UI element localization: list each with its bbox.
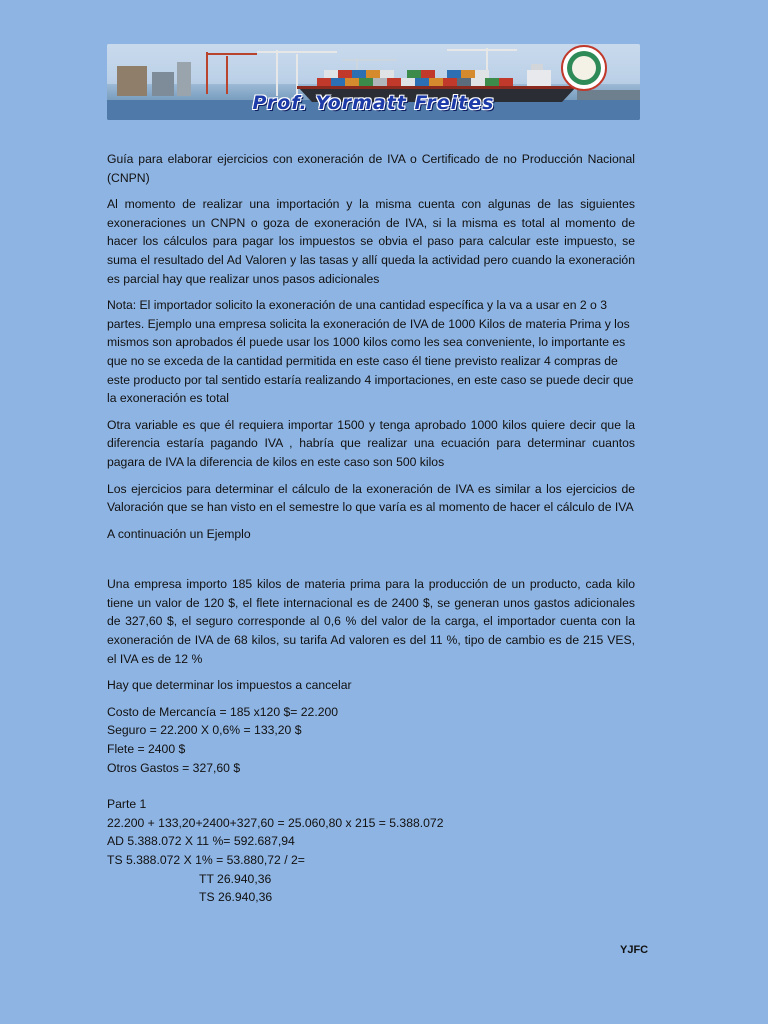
cost-line: Flete = 2400 $ [107,742,186,757]
cost-line: Otros Gastos = 327,60 $ [107,760,241,775]
part1-line: 22.200 + 133,20+2400+327,60 = 25.060,80 x 215 = 5.388.072 [107,815,444,830]
part1-line: TS 5.388.072 X 1% = 53.880,72 / 2= [107,853,305,867]
part1-result: TS 26.940,36 [199,890,273,905]
costs-list [107,703,635,777]
banner-title: Prof. Yormatt Freites [252,92,495,114]
cost-line: Costo de Mercancía = 185 x120 $= 22.200 [107,704,339,719]
header-banner [107,44,640,120]
paragraph-variable: Otra variable es que él requiera importar 1500 y tenga aprobado 1000 kilos quiere decir que la diferencia estaría pagando IVA , habría que realizar una ecuación para determinar cuantos pagara de IVA la diferencia de kilos en este caso son 500 kilos [107,417,635,469]
seal-logo-icon [562,46,606,90]
part1-line: AD 5.388.072 X 11 %= 592.687,94 [107,834,295,849]
task-text: Hay que determinar los impuestos a cancelar [107,678,352,693]
part1-calculation [107,795,635,907]
cost-line: Seguro = 22.200 X 0,6% = 133,20 $ [107,723,302,738]
author-signature: YJFC [620,944,649,956]
paragraph-exercises: Los ejercicios para determinar el cálculo de la exoneración de IVA es similar a los ejercicios de Valoración que se han visto en el semestre lo que varía es al momento de hacer el cálculo de IVA [107,481,635,515]
document-heading: Guía para elaborar ejercicios con exoneración de IVA o Certificado de no Producción Nacional (CNPN) [107,152,635,185]
paragraph-nota: Nota: El importador solicito la exoneración de una cantidad específica y la va a usar en 2 o 3 partes. Ejemplo una empresa solicita la exoneración de IVA de 1000 Kilos de materia Prima y los mismos son aprobados él puede usar los 1000 kilos como les sea conveniente, lo importante es que no se exceda de la cantidad permitida en este caso él tiene previsto realizar 4 compras de este producto por tal sentido estaría realizando 4 importaciones, en este caso se puede decir que la exoneración es total [107,298,634,406]
document-body [107,150,635,907]
paragraph-intro: Al momento de realizar una importación y la misma cuenta con algunas de las siguientes exoneraciones un CNPN o goza de exoneración de IVA, si la misma es total al momento de hacer los cálculos para pagar los impuestos se obvia el paso para calcular este impuesto, se suma el resultado del Ad Valoren y las tasas y allí queda la actividad pero cuando la exoneración es parcial hay que realizar unos pasos adicionales [107,197,635,286]
example-intro: A continuación un Ejemplo [107,526,251,541]
example-text: Una empresa importo 185 kilos de materia prima para la producción de un producto, cada kilo tiene un valor de 120 $, el flete internacional es de 2400 $, se generan unos gastos adicionales de 327,60 $, el seguro corresponde al 0,6 % del valor de la carga, el importador cuenta con la exoneración de IVA de 68 kilos, su tarifa Ad valoren es del 11 %, tipo de cambio es de 215 VES, el IVA es de 12 % [107,577,635,666]
part1-result: TT 26.940,36 [199,871,272,886]
spacer [107,551,635,575]
part1-title: Parte 1 [107,797,147,812]
spacer [107,777,635,795]
